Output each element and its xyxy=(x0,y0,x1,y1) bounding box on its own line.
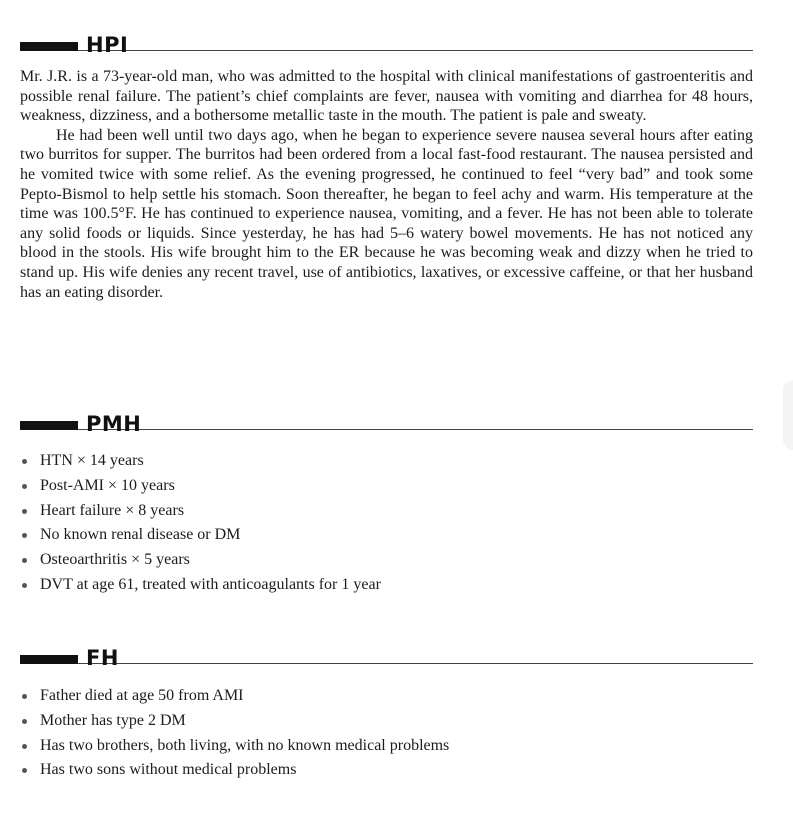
pmh-heading: PMH xyxy=(86,412,142,436)
section-rule xyxy=(78,429,753,430)
fh-list-item xyxy=(20,684,449,709)
hpi-heading: HPI xyxy=(86,33,129,57)
bullet-icon xyxy=(22,459,27,464)
pmh-list-item xyxy=(20,499,381,524)
pmh-item-text: DVT at age 61, treated with anticoagulants for 1 year xyxy=(40,575,381,593)
pmh-item-text: Osteoarthritis × 5 years xyxy=(40,551,190,569)
bullet-icon xyxy=(22,509,27,514)
pmh-list xyxy=(20,449,381,598)
bullet-icon xyxy=(22,768,27,773)
pmh-list-item xyxy=(20,449,381,474)
pmh-list-item xyxy=(20,474,381,499)
hpi-paragraph-2: He had been well until two days ago, when he began to experience severe nausea several hours after eating two burritos for supper. The burritos had been ordered from a local fast-food restaurant. The nausea persisted and he vomited twice with some relief. As the evening progressed, he continued to feel “very bad” and took some Pepto-Bismol to help settle his stomach. Soon thereafter, he began to feel achy and warm. His temperature at the time was 100.5°F. He has continued to experience nausea, vomiting, and a fever. He has not been able to tolerate any solid foods or liquids. Since yesterday, he has had 5–6 watery bowel movements. He has not noticed any blood in the stools. His wife brought him to the ER because he was becoming weak and dizzy when he tried to stand up. His wife denies any recent travel, use of antibiotics, laxatives, or excessive caffeine, or that her husband has an eating disorder. xyxy=(20,126,753,301)
fh-list-item xyxy=(20,734,449,759)
fh-list xyxy=(20,684,449,783)
pmh-list-item xyxy=(20,573,381,598)
fh-item-text: Mother has type 2 DM xyxy=(40,711,186,729)
pmh-item-text: No known renal disease or DM xyxy=(40,526,241,544)
fh-section-header xyxy=(20,642,753,670)
pmh-item-text: Post-AMI × 10 years xyxy=(40,476,175,494)
bullet-icon xyxy=(22,744,27,749)
fh-list-item xyxy=(20,758,449,783)
bullet-icon xyxy=(22,533,27,538)
bullet-icon xyxy=(22,558,27,563)
bullet-icon xyxy=(22,484,27,489)
fh-item-text: Father died at age 50 from AMI xyxy=(40,687,244,704)
section-marker-bar xyxy=(20,655,78,664)
bullet-icon xyxy=(22,719,27,724)
section-marker-bar xyxy=(20,42,78,51)
fh-heading: FH xyxy=(86,646,119,670)
pmh-item-text: Heart failure × 8 years xyxy=(40,501,185,519)
pmh-item-text: HTN × 14 years xyxy=(40,452,144,469)
fh-item-text: Has two brothers, both living, with no known medical problems xyxy=(40,736,450,754)
hpi-section-header xyxy=(20,29,753,57)
page-edge-shadow xyxy=(783,380,793,450)
pmh-list-item xyxy=(20,523,381,548)
section-rule xyxy=(78,663,753,664)
pmh-section-header xyxy=(20,408,753,436)
hpi-body xyxy=(20,67,753,302)
fh-list-item xyxy=(20,709,449,734)
section-rule xyxy=(78,50,753,51)
fh-item-text: Has two sons without medical problems xyxy=(40,761,297,779)
bullet-icon xyxy=(22,583,27,588)
bullet-icon xyxy=(22,694,27,699)
hpi-paragraph-1: Mr. J.R. is a 73-year-old man, who was admitted to the hospital with clinical manifestations of gastroenteritis and possible renal failure. The patient’s chief complaints are fever, nausea with vomiting and diarrhea for 48 hours, weakness, dizziness, and a bothersome metallic taste in the mouth. The patient is pale and sweaty. xyxy=(20,68,753,125)
pmh-list-item xyxy=(20,548,381,573)
section-marker-bar xyxy=(20,421,78,430)
